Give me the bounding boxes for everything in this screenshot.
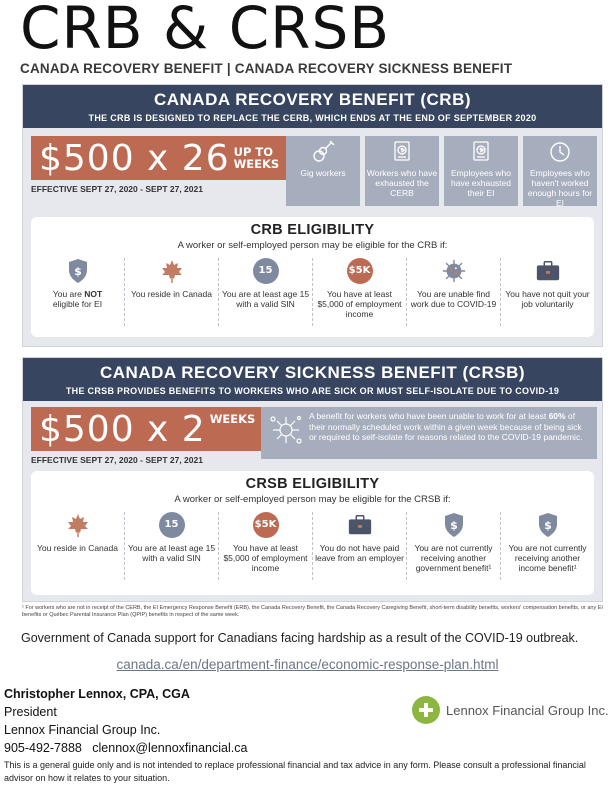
crb-criteria-list: [31, 258, 594, 326]
age-15-icon: 15: [159, 512, 185, 538]
crsb-criterion: [125, 512, 219, 580]
money-document-icon: [389, 139, 415, 165]
maple-leaf-icon: [65, 512, 91, 538]
crsb-eligibility-title: CRSB ELIGIBILITY: [245, 476, 380, 492]
crb-category-cerb: [365, 136, 439, 206]
economic-response-plan-link[interactable]: canada.ca/en/department-finance/economic-response-plan.html: [116, 657, 499, 672]
crsb-subheading: THE CRSB PROVIDES BENEFITS TO WORKERS WHO ARE SICK OR MUST SELF-ISOLATE DUE TO COVID-19: [65, 386, 560, 396]
5k-income-icon: $5K: [347, 258, 373, 284]
crb-subheading: THE CRB IS DESIGNED TO REPLACE THE CERB, WHICH ENDS AT THE END OF SEPTEMBER 2020: [88, 113, 537, 123]
cross-logo-icon: [412, 696, 440, 724]
crb-amount-row: [23, 128, 602, 213]
crsb-criterion: [219, 512, 313, 580]
svg-text:$: $: [73, 265, 82, 278]
crb-category-ei: [444, 136, 518, 206]
crb-category-label: Employees who have exhausted their EI: [450, 168, 512, 198]
crb-heading: CANADA RECOVERY BENEFIT (CRB): [153, 90, 472, 109]
crsb-amount-box: [31, 407, 263, 451]
crsb-criterion-label: You are not currently receiving another government benefit¹: [414, 543, 493, 573]
contact-phone-email: [4, 739, 247, 757]
crsb-amount: $500 x 2: [39, 409, 206, 450]
crb-criterion: [125, 258, 219, 326]
crsb-criterion: [501, 512, 594, 580]
svg-text:$: $: [449, 519, 458, 532]
maple-leaf-icon: [159, 258, 185, 284]
crsb-criterion: [407, 512, 501, 580]
crsb-amount-suffix: WEEKS: [209, 412, 256, 426]
crsb-criterion-label: You are not currently receiving another income benefit¹: [508, 543, 587, 573]
government-note: Government of Canada support for Canadians facing hardship as a result of the COVID-19 outbreak.: [21, 631, 579, 645]
crsb-criterion: [31, 512, 125, 580]
crb-category-hours: [523, 136, 597, 206]
crsb-description-bold: 60%: [548, 411, 566, 421]
crb-eligibility-card: [31, 217, 594, 337]
disclaimer: This is a general guide only and is not intended to replace professional financial and tax advice in any form. Please consult a professional financial advisor on how it relates to your situation.: [4, 760, 586, 783]
crsb-criterion-label: You are at least age 15 with a valid SIN: [127, 543, 216, 563]
crsb-eligibility-intro: A worker or self-employed person may be eligible for the CRSB if:: [174, 494, 451, 505]
crb-criterion-label: You are unable find work due to COVID-19: [410, 289, 497, 309]
contact-role: President: [4, 705, 57, 719]
page-title: CRB & CRSB: [20, 0, 391, 62]
crsb-description-post: of their normally scheduled work within a given week because of being sick or required to self-isolate for reasons related to the COVID-19 pandemic.: [309, 411, 583, 442]
crsb-criterion-label: You reside in Canada: [37, 543, 118, 553]
crsb-criterion-label: You have at least $5,000 of employment income: [223, 543, 308, 573]
guitar-icon: [310, 139, 336, 165]
age-15-icon: 15: [253, 258, 279, 284]
crb-criterion: [501, 258, 594, 326]
crb-criterion: [219, 258, 313, 326]
crsb-description-pre: A benefit for workers who have been unable to work for at least: [309, 411, 547, 421]
crb-criterion: [407, 258, 501, 326]
crb-effective-dates: EFFECTIVE SEPT 27, 2020 - SEPT 27, 2021: [31, 184, 203, 194]
page-subtitle: CANADA RECOVERY BENEFIT | CANADA RECOVERY SICKNESS BENEFIT: [20, 61, 513, 76]
brand-logo: [412, 696, 609, 724]
crb-suffix-line1: UP TO: [233, 145, 274, 159]
contact-phone[interactable]: 905-492-7888: [4, 741, 82, 755]
crb-criterion-label: You have not quit your job voluntarily: [505, 289, 590, 309]
crb-criterion-label: You have at least $5,000 of employment income: [317, 289, 402, 319]
crsb-eligibility-card: [31, 471, 594, 595]
crb-criterion-label: You are at least age 15 with a valid SIN: [221, 289, 310, 309]
svg-text:$: $: [543, 519, 552, 532]
shield-dollar-icon: [535, 512, 561, 538]
crb-eligibility-intro: A worker or self-employed person may be eligible for the CRB if:: [177, 240, 448, 251]
money-document-icon: [468, 139, 494, 165]
crb-amount-box: [31, 136, 287, 180]
crb-panel: [22, 84, 603, 347]
5k-income-icon: $5K: [253, 512, 279, 538]
clock-icon: [547, 139, 573, 165]
crsb-amount-row: [23, 401, 602, 467]
footnote: ¹ For workers who are not in receipt of the CERB, the EI Emergency Response Benefit (ERB), the Canada Recovery Benefit, the Canada Recovery Caregiving Benefit, short-term disability benefits, workers' compensation benefits, or any EI benefits or Québec Parental Insurance Plan (QPIP) benefits in respect of the same week.: [22, 605, 603, 618]
crb-criterion: [31, 258, 125, 326]
contact-company: Lennox Financial Group Inc.: [4, 723, 161, 737]
crb-suffix-line2: WEEKS: [233, 157, 280, 171]
crb-amount: $500 x 26: [39, 137, 230, 179]
crb-category-label: Gig workers: [300, 168, 346, 178]
crb-categories: [286, 136, 597, 206]
contact-block: [4, 685, 247, 757]
briefcase-icon: [347, 512, 373, 538]
shield-dollar-icon: [441, 512, 467, 538]
contact-email[interactable]: clennox@lennoxfinancial.ca: [92, 741, 248, 755]
crb-eligibility-title: CRB ELIGIBILITY: [250, 222, 375, 238]
brand-name: Lennox Financial Group Inc.: [446, 702, 609, 718]
crsb-panel: [22, 357, 603, 602]
crb-category-label: Employees who haven't worked enough hours for EI: [527, 168, 593, 208]
crb-criterion-label: You reside in Canada: [131, 289, 212, 299]
crsb-criteria-list: [31, 512, 594, 580]
crsb-effective-dates: EFFECTIVE SEPT 27, 2020 - SEPT 27, 2021: [31, 455, 203, 465]
crsb-description-box: [261, 407, 597, 459]
shield-dollar-icon: [65, 258, 91, 284]
crsb-heading: CANADA RECOVERY SICKNESS BENEFIT (CRSB): [99, 363, 526, 382]
crsb-criterion: [313, 512, 407, 580]
contact-name: Christopher Lennox, CPA, CGA: [4, 687, 190, 701]
crb-category-label: Workers who have exhausted the CERB: [366, 168, 438, 198]
crsb-criterion-label: You do not have paid leave from an employer: [315, 543, 404, 563]
crb-amount-suffix: [234, 146, 280, 170]
crb-header-band: [23, 85, 602, 128]
briefcase-icon: [535, 258, 561, 284]
crb-criterion: [313, 258, 407, 326]
crb-category-gig: [286, 136, 360, 206]
virus-spread-icon: [269, 413, 303, 447]
crsb-header-band: [23, 358, 602, 401]
virus-icon: [441, 258, 467, 284]
crb-criterion-label: You are NOT eligible for EI: [52, 289, 103, 309]
